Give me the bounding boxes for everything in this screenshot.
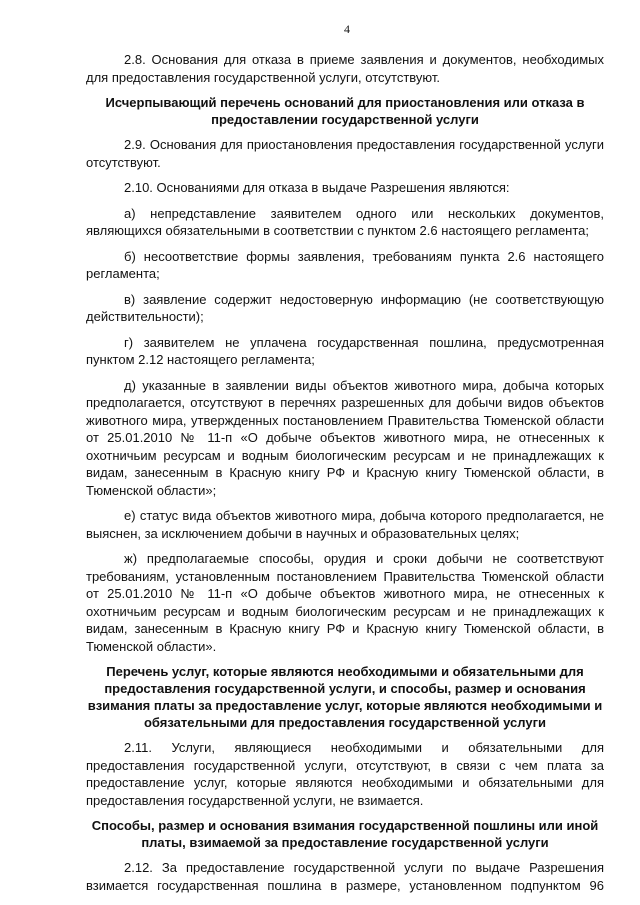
paragraph-2-12: 2.12. За предоставление государственной услуги по выдаче Разрешения взимается государственная пошлина в размере, установленном подпунктом 96 <box>86 860 604 893</box>
list-item-b: б) несоответствие формы заявления, требованиям пункта 2.6 настоящего регламента; <box>86 248 604 281</box>
list-item-e: е) статус вида объектов животного мира, добыча которого предполагается, не выяснен, за исключением добычи в научных и образовательных целях; <box>86 508 604 541</box>
paragraph-2-10: 2.10. Основаниями для отказа в выдаче Разрешения являются: <box>124 180 510 195</box>
paragraph-2-11: 2.11. Услуги, являющиеся необходимыми и обязательными для предоставления государственной услуги, отсутствуют, в связи с чем плата за предоставление услуг, которые являются необходимыми и обязательными для предоставления государственной услуги, не взимается. <box>86 740 604 808</box>
section-heading-suspension-refusal: Исчерпывающий перечень оснований для приостановления или отказа в предоставлении государственной услуги <box>105 95 585 127</box>
list-item-d: д) указанные в заявлении виды объектов животного мира, добыча которых предполагается, отсутствуют в перечнях разрешенных для добычи видов объектов животного мира, утвержденных постановлением Правительства Тюменской области от 25.01.2010 № 11-п «О добыче объектов животного мира, не отнесенных к охотничьим ресурсам и водным биологическим ресурсам и не принадлежащих к видам, занесенным в Красную книгу РФ и Красную книгу Тюменской области, в Тюменской области»; <box>86 377 604 498</box>
list-item-a: а) непредставление заявителем одного или нескольких документов, являющихся обязательными в соответствии с пунктом 2.6 настоящего регламента; <box>86 205 604 238</box>
section-heading-required-services: Перечень услуг, которые являются необходимыми и обязательными для предоставления государственной услуги, и способы, размер и основания взимания платы за предоставление услуг, которые являются необходимыми и обязательными для предоставления государственной услуги <box>87 664 603 730</box>
paragraph-2-8: 2.8. Основания для отказа в приеме заявления и документов, необходимых для предоставления государственной услуги, отсутствуют. <box>86 52 604 85</box>
list-item-g: г) заявителем не уплачена государственная пошлина, предусмотренная пунктом 2.12 настоящего регламента; <box>86 334 604 367</box>
list-item-zh: ж) предполагаемые способы, орудия и сроки добычи не соответствуют требованиям, установленным постановлением Правительства Тюменской области от 25.01.2010 № 11-п «О добыче объектов животного мира, не отнесенных к охотничьим ресурсам и водным биологическим ресурсам и не принадлежащих к видам, занесенным в Красную книгу РФ и Красную книгу Тюменской области, в Тюменской области». <box>86 551 604 654</box>
paragraph-2-9: 2.9. Основания для приостановления предоставления государственной услуги отсутствуют. <box>86 137 604 170</box>
section-heading-state-duty: Способы, размер и основания взимания государственной пошлины или иной платы, взимаемой за предоставление государственной услуги <box>91 818 599 850</box>
list-item-v: в) заявление содержит недостоверную информацию (не соответствующую действительности); <box>86 291 604 324</box>
page-number: 4 <box>344 22 350 36</box>
